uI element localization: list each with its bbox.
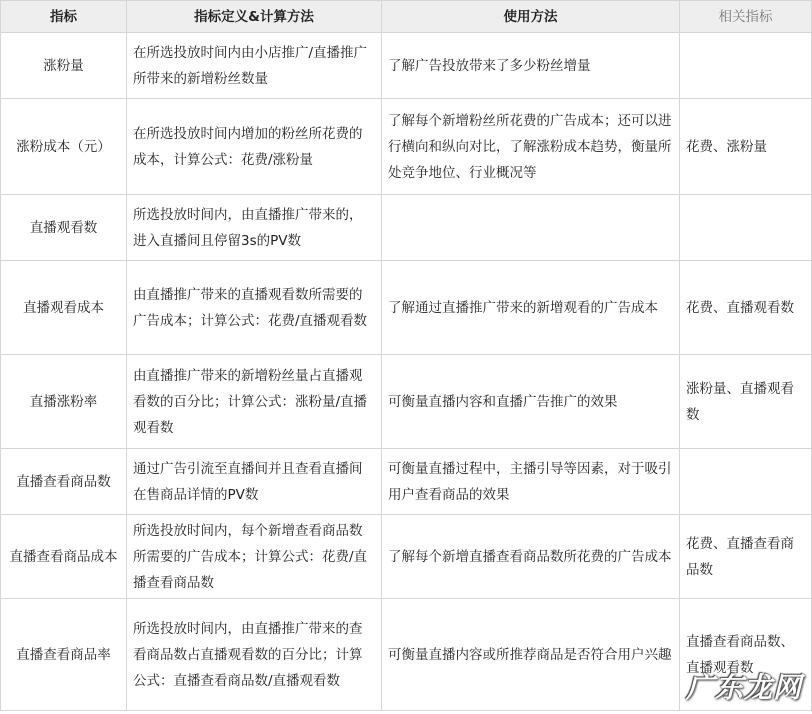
- metric-definition: 所选投放时间内，每个新增查看商品数所需要的广告成本；计算公式：花费/直播查看商品数: [127, 515, 382, 599]
- metric-related: [680, 449, 812, 515]
- table-row: [1, 33, 812, 99]
- metric-related: 花费、涨粉量: [680, 99, 812, 195]
- metric-usage: 了解每个新增直播查看商品数所花费的广告成本: [382, 515, 680, 599]
- header-row: [1, 1, 812, 33]
- metric-definition: 通过广告引流至直播间并且查看直播间在售商品详情的PV数: [127, 449, 382, 515]
- metric-usage: 可衡量直播过程中，主播引导等因素，对于吸引用户查看商品的效果: [382, 449, 680, 515]
- metric-related: 花费、直播观看数: [680, 261, 812, 355]
- table-row: [1, 99, 812, 195]
- table-row: [1, 195, 812, 261]
- metric-related: 直播查看商品数、直播观看数: [680, 599, 812, 711]
- metric-usage: 了解每个新增粉丝所花费的广告成本；还可以进行横向和纵向对比，了解涨粉成本趋势，衡量所处竞争地位、行业概况等: [382, 99, 680, 195]
- metric-definition: 在所选投放时间内增加的粉丝所花费的成本，计算公式：花费/涨粉量: [127, 99, 382, 195]
- metric-usage: 了解通过直播推广带来的新增观看的广告成本: [382, 261, 680, 355]
- header-usage: 使用方法: [382, 1, 680, 33]
- metric-name: 直播涨粉率: [1, 355, 127, 449]
- metric-name: 直播查看商品率: [1, 599, 127, 711]
- table-row: [1, 449, 812, 515]
- metric-usage: 可衡量直播内容和直播广告推广的效果: [382, 355, 680, 449]
- table-row: [1, 515, 812, 599]
- metric-name: 直播查看商品数: [1, 449, 127, 515]
- metric-definition: 所选投放时间内，由直播推广带来的查看商品数占直播观看数的百分比；计算公式：直播查看商品数/直播观看数: [127, 599, 382, 711]
- header-related: 相关指标: [680, 1, 812, 33]
- header-definition: 指标定义&计算方法: [127, 1, 382, 33]
- table-row: [1, 261, 812, 355]
- metric-related: [680, 195, 812, 261]
- metric-related: 涨粉量、直播观看数: [680, 355, 812, 449]
- header-metric: 指标: [1, 1, 127, 33]
- site-watermark: 广东龙网: [685, 671, 802, 704]
- metric-usage: [382, 195, 680, 261]
- metric-definition: 由直播推广带来的直播观看数所需要的广告成本；计算公式：花费/直播观看数: [127, 261, 382, 355]
- metric-name: 直播观看数: [1, 195, 127, 261]
- metric-usage: 可衡量直播内容或所推荐商品是否符合用户兴趣: [382, 599, 680, 711]
- metric-name: 直播观看成本: [1, 261, 127, 355]
- table-row: [1, 355, 812, 449]
- metric-name: 涨粉成本（元）: [1, 99, 127, 195]
- metric-definition: 在所选投放时间内由小店推广/直播推广所带来的新增粉丝数量: [127, 33, 382, 99]
- metric-name: 涨粉量: [1, 33, 127, 99]
- metric-related: 花费、直播查看商品数: [680, 515, 812, 599]
- metric-name: 直播查看商品成本: [1, 515, 127, 599]
- metric-usage: 了解广告投放带来了多少粉丝增量: [382, 33, 680, 99]
- metric-definition: 由直播推广带来的新增粉丝量占直播观看数的百分比；计算公式：涨粉量/直播观看数: [127, 355, 382, 449]
- metric-definition: 所选投放时间内，由直播推广带来的，进入直播间且停留3s的PV数: [127, 195, 382, 261]
- metric-related: [680, 33, 812, 99]
